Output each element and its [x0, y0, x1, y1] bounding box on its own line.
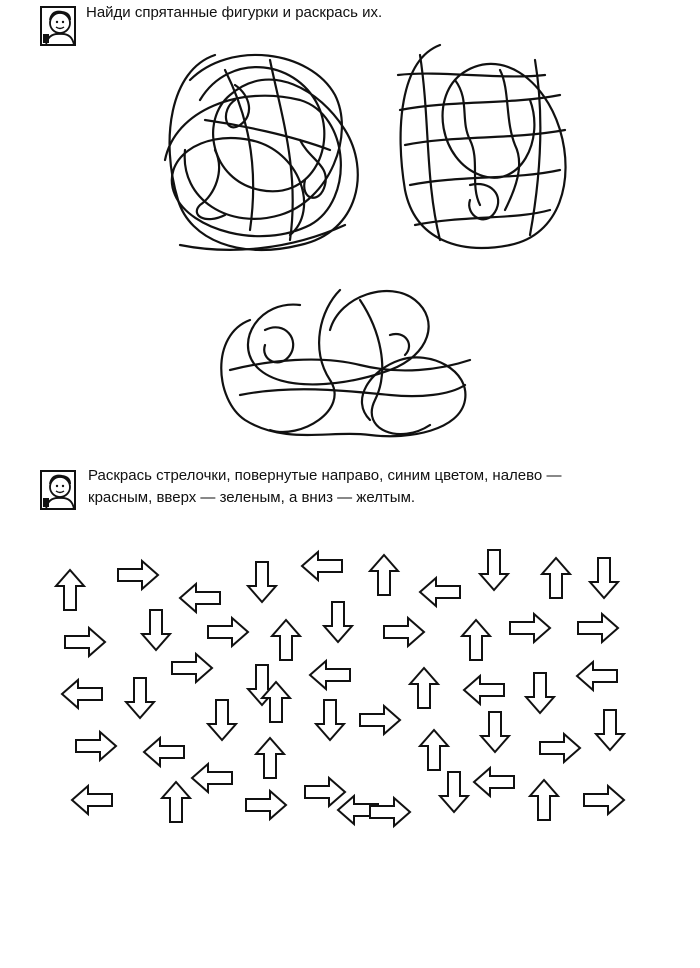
arrow-down-36 [481, 712, 509, 752]
arrow-up-39 [256, 738, 284, 778]
arrow-up-45 [162, 782, 190, 822]
arrow-up-35 [420, 730, 448, 770]
arrow-left-24 [310, 661, 350, 689]
arrow-right-13 [208, 618, 248, 646]
arrow-left-3 [180, 584, 220, 612]
arrow-down-47 [440, 772, 468, 812]
arrow-down-8 [480, 550, 508, 590]
arrow-up-17 [462, 620, 490, 660]
arrow-up-14 [272, 620, 300, 660]
arrow-up-25 [410, 668, 438, 708]
arrow-grid [56, 550, 624, 826]
arrow-down-21 [126, 678, 154, 718]
arrow-right-50 [584, 786, 624, 814]
arrow-right-11 [65, 628, 105, 656]
arrow-right-2 [118, 561, 158, 589]
arrow-down-31 [208, 700, 236, 740]
arrow-left-5 [302, 552, 342, 580]
arrow-down-12 [142, 610, 170, 650]
arrow-down-27 [526, 673, 554, 713]
arrow-left-20 [62, 680, 102, 708]
arrow-right-43 [305, 778, 345, 806]
scribble-picture-1 [165, 55, 358, 250]
instruction-line-1: Раскрась стрелочки, повернутые направо, синим цветом, налево — [88, 467, 562, 484]
arrow-right-19 [578, 614, 618, 642]
arrow-left-44 [72, 786, 112, 814]
arrow-right-34 [360, 706, 400, 734]
arrow-right-16 [384, 618, 424, 646]
arrow-down-38 [596, 710, 624, 750]
arrow-left-7 [420, 578, 460, 606]
arrow-left-48 [474, 768, 514, 796]
arrow-right-42 [370, 798, 410, 826]
arrow-down-15 [324, 602, 352, 642]
task-1-instruction: Найди спрятанные фигурки и раскрась их. [86, 4, 383, 21]
arrow-up-6 [370, 555, 398, 595]
arrow-up-1 [56, 570, 84, 610]
arrow-right-37 [540, 734, 580, 762]
arrow-up-49 [530, 780, 558, 820]
arrow-right-29 [76, 732, 116, 760]
child-face-icon [40, 470, 76, 510]
arrow-right-46 [246, 791, 286, 819]
scribble-picture-3 [221, 290, 470, 436]
arrow-down-10 [590, 558, 618, 598]
arrow-right-18 [510, 614, 550, 642]
arrow-left-30 [144, 738, 184, 766]
arrow-left-40 [192, 764, 232, 792]
arrow-down-4 [248, 562, 276, 602]
task-2-instruction [88, 465, 648, 509]
scribble-picture-2 [398, 45, 566, 248]
arrow-left-26 [464, 676, 504, 704]
arrow-down-33 [316, 700, 344, 740]
instruction-line-2: красным, вверх — зеленым, а вниз — желтым. [88, 489, 416, 506]
arrow-up-9 [542, 558, 570, 598]
arrow-left-28 [577, 662, 617, 690]
arrow-right-22 [172, 654, 212, 682]
